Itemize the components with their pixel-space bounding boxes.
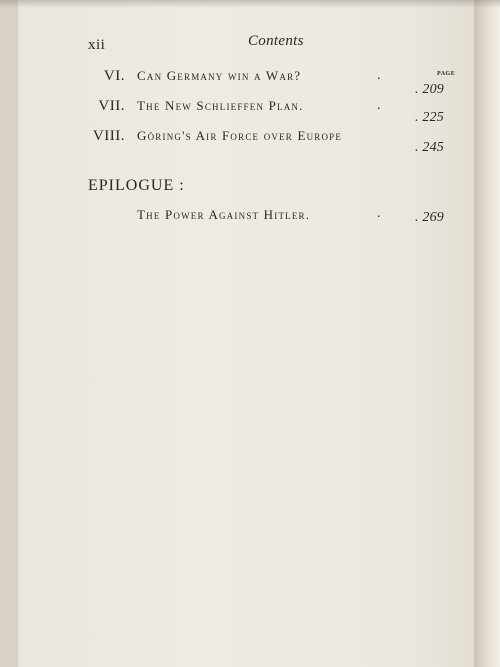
page-number: . 209 <box>415 82 444 97</box>
page-number: . 225 <box>415 110 444 125</box>
leader-dot: . <box>377 98 381 113</box>
top-shadow <box>0 0 500 8</box>
leader-dot: . <box>377 68 381 83</box>
epilogue-heading: EPILOGUE : <box>88 177 185 194</box>
chapter-title: The New Schlieffen Plan. <box>137 98 304 113</box>
page-column-label: PAGE <box>437 71 456 77</box>
page-gutter-edge <box>474 0 500 667</box>
chapter-numeral: VII. <box>98 98 125 114</box>
running-head: Contents <box>248 33 304 49</box>
chapter-title: Göring's Air Force over Europe <box>137 128 343 143</box>
epilogue-title: The Power Against Hitler. <box>137 207 311 222</box>
chapter-title: Can Germany win a War? <box>137 68 302 83</box>
page-number: . 269 <box>415 210 444 225</box>
page-number: . 245 <box>415 140 444 155</box>
chapter-numeral: VIII. <box>92 128 125 144</box>
page-folio: xii <box>88 37 106 53</box>
chapter-numeral: VI. <box>103 68 125 84</box>
leader-dot: . <box>377 206 381 221</box>
